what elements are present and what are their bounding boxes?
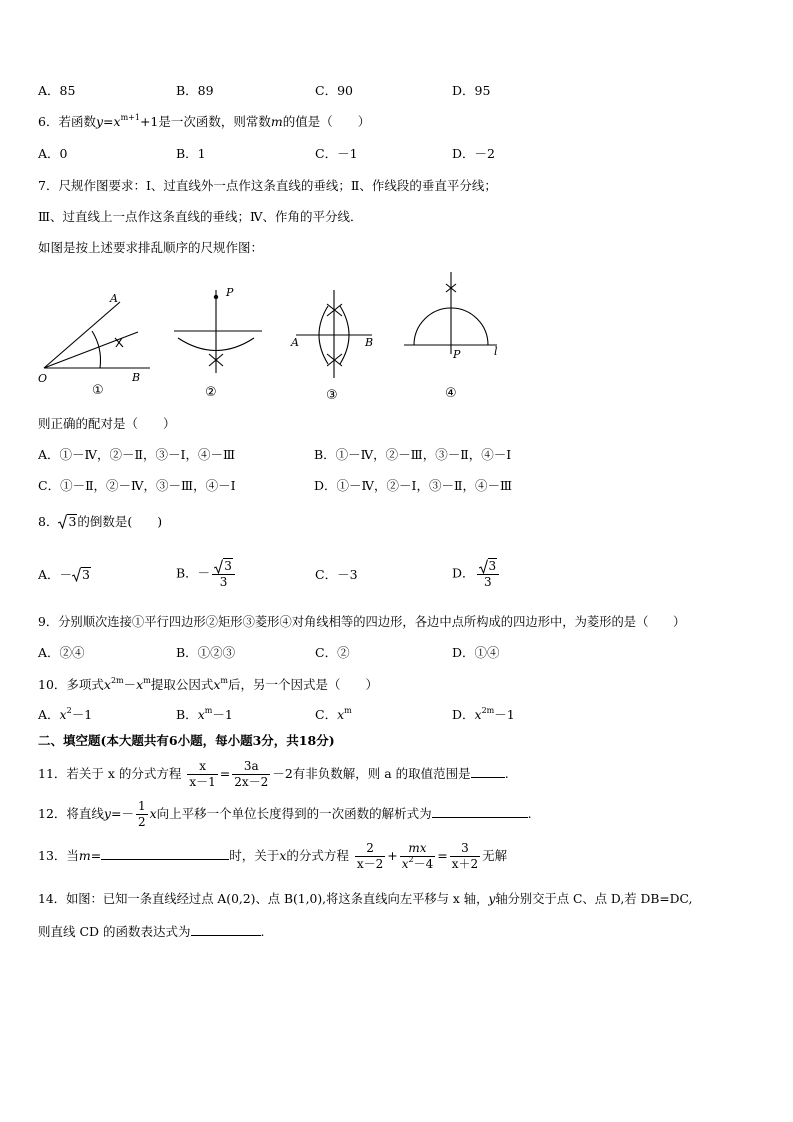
fraction: $\frac{2}{x-2}$: [356, 841, 384, 871]
fraction: $\frac{mx}{x^2-4}$: [401, 841, 434, 871]
q7-option-c[interactable]: C．①－Ⅱ，②－Ⅳ，③－Ⅲ，④－Ⅰ: [38, 478, 236, 493]
fraction: $\frac{3}{x+2}$: [451, 841, 479, 871]
q8-option-b[interactable]: B．－ $\frac{3}{3}$: [176, 558, 237, 590]
q14-line2: 则直线 CD 的函数表达式为 .: [38, 921, 265, 941]
q7-line2: Ⅲ、过直线上一点作这条直线的垂线；Ⅳ、作角的平分线．: [38, 209, 363, 224]
q8-options: [38, 558, 758, 594]
q13-stem: 13．当m= 时，关于x的分式方程 $\frac{2}{x-2}$ + $\frac{mx}{x^2-4}$ = $\frac{3}{x+2}$ 无解: [38, 841, 508, 871]
point-p-dot: [214, 295, 218, 299]
q8-option-c[interactable]: C．－3: [315, 567, 358, 582]
fig4-label-p: P: [453, 348, 461, 361]
section-heading-fill-in: 二、填空题(本大题共有6小题，每小题3分，共18分): [38, 733, 335, 748]
q7-options-row1: [38, 446, 758, 464]
fig1-label-a: A: [110, 292, 118, 305]
q8-stem: 8． 3的倒数是( ): [38, 514, 163, 529]
fraction: $\frac{1}{2}$: [137, 799, 146, 829]
fig3-number: ③: [326, 388, 338, 403]
q10-option-b[interactable]: B．$x^m-1$: [176, 706, 233, 722]
q11-stem: 11．若关于 x 的分式方程 $\frac{x}{x-1}$ = $\frac{3a}{2x-2}$ －2有非负数解，则 a 的取值范围是 .: [38, 759, 509, 789]
q7-construction-figure: [32, 268, 532, 408]
fig3-label-b: B: [365, 336, 374, 349]
fraction: $\frac{x}{x-1}$: [189, 759, 216, 789]
q5-option-b[interactable]: B．89: [176, 83, 214, 98]
fig3-label-a: A: [291, 336, 299, 349]
fraction: $\frac{3}{3}$: [477, 558, 500, 590]
fig2-label-p: P: [226, 286, 234, 299]
fraction: $\frac{3a}{2x-2}$: [234, 759, 269, 789]
q10-option-d[interactable]: D．$x^{2m}-1$: [452, 706, 515, 722]
sqrt-symbol: 3: [58, 513, 77, 531]
answer-blank[interactable]: [191, 921, 261, 936]
q9-option-a[interactable]: A．②④: [38, 645, 85, 660]
answer-blank[interactable]: [471, 763, 505, 778]
q10-options: [38, 706, 758, 724]
q8-option-a[interactable]: A．－ 3: [38, 567, 90, 582]
fig4-label-l: l: [494, 345, 498, 358]
q5-options: [38, 82, 758, 100]
q7-question: 则正确的配对是（ ）: [38, 416, 176, 431]
q5-option-d[interactable]: D．95: [452, 83, 491, 98]
answer-blank[interactable]: [101, 845, 229, 860]
q6-options: [38, 145, 758, 163]
fraction: $\frac{3}{3}$: [212, 558, 235, 590]
q10-option-c[interactable]: C．$x^m$: [315, 706, 352, 722]
q10-option-a[interactable]: A．$x^2-1$: [38, 706, 93, 722]
q7-option-b[interactable]: B．①－Ⅳ，②－Ⅲ，③－Ⅱ，④－Ⅰ: [314, 447, 512, 462]
q7-option-a[interactable]: A．①－Ⅳ，②－Ⅱ，③－Ⅰ，④－Ⅲ: [38, 447, 236, 462]
sqrt-symbol: 3: [479, 558, 498, 574]
q5-option-c[interactable]: C．90: [315, 83, 353, 98]
q9-stem: 9．分别顺次连接①平行四边形②矩形③菱形④对角线相等的四边形，各边中点所构成的四边形中，为菱形的是（ ）: [38, 615, 686, 629]
fig1-number: ①: [92, 383, 104, 398]
q6-stem: 6．若函数$y=x^{m+1}+1$是一次函数，则常数m的值是（ ）: [38, 113, 371, 129]
fig1-label-o: O: [38, 372, 48, 385]
fig4-number: ④: [445, 386, 457, 401]
q8-option-d[interactable]: D． $\frac{3}{3}$: [452, 558, 501, 590]
q6-option-c[interactable]: C．－1: [315, 146, 358, 161]
q5-option-a[interactable]: A．85: [38, 83, 76, 98]
q10-stem: 10．多项式$x^{2m}-x^m$提取公因式$x^m$后，另一个因式是（ ）: [38, 676, 379, 692]
q9-options: [38, 644, 758, 662]
fig1-label-b: B: [132, 371, 141, 384]
q6-option-d[interactable]: D．－2: [452, 146, 495, 161]
sqrt-symbol: 3: [72, 566, 91, 584]
q9-option-c[interactable]: C．②: [315, 645, 350, 660]
q7-line3: 如图是按上述要求排乱顺序的尺规作图：: [38, 240, 264, 255]
q9-option-d[interactable]: D．①④: [452, 645, 500, 660]
q7-option-d[interactable]: D．①－Ⅳ，②－Ⅰ，③－Ⅱ，④－Ⅲ: [314, 478, 512, 493]
q9-option-b[interactable]: B．①②③: [176, 645, 236, 660]
q12-stem: 12．将直线y=－ $\frac{1}{2}$ x向上平移一个单位长度得到的一次函数的解析式为 .: [38, 799, 532, 829]
q7-line1: 7．尺规作图要求：Ⅰ、过直线外一点作这条直线的垂线；Ⅱ、作线段的垂直平分线；: [38, 178, 497, 193]
sqrt-symbol: 3: [214, 558, 233, 574]
answer-blank[interactable]: [432, 803, 528, 818]
q7-options-row2: [38, 477, 758, 495]
q14-line1: 14．如图：已知一条直线经过点 A(0,2)、点 B(1,0),将这条直线向左平移与 x 轴，y轴分别交于点 C、点 D,若 DB=DC,: [38, 892, 693, 906]
fig2-number: ②: [205, 385, 217, 400]
q6-option-a[interactable]: A．0: [38, 146, 68, 161]
q6-option-b[interactable]: B．1: [176, 146, 206, 161]
